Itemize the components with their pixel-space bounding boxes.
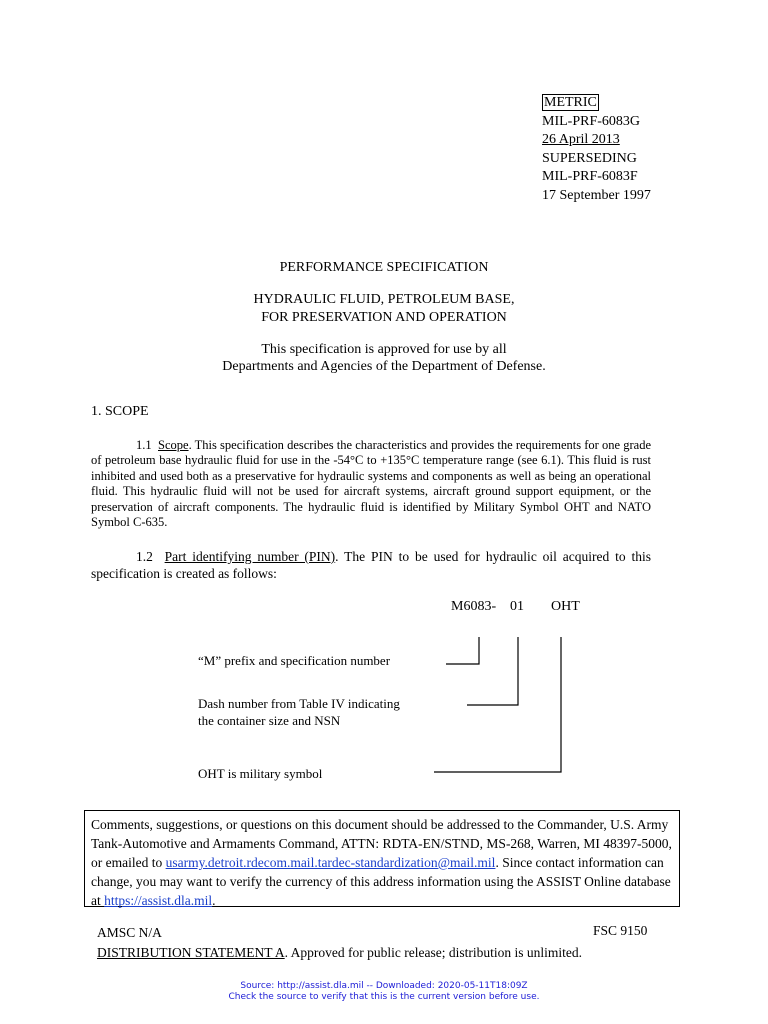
title-line-2: FOR PRESERVATION AND OPERATION [261,310,507,325]
paragraph-1-1-number: 1.1 [136,438,152,452]
comments-box [84,810,680,907]
pin-prefix: M6083- [451,599,497,614]
document-title [0,291,768,327]
footer-left [97,923,582,963]
pin-label-prefix: “M” prefix and specification number [198,653,391,668]
pin-symbol: OHT [551,599,580,614]
distribution-statement-text: . Approved for public release; distribution is unlimited. [284,945,582,960]
document-identifier-block [542,94,651,205]
distribution-statement-title: DISTRIBUTION STATEMENT A [97,945,285,960]
assist-url-link[interactable]: https://assist.dla.mil [104,893,213,908]
approval-statement [0,341,768,375]
spec-number: MIL-PRF-6083G [542,113,641,129]
paragraph-1-2-title: Part identifying number (PIN) [164,549,336,564]
paragraph-1-2-number: 1.2 [136,549,153,564]
section-heading-scope: 1. SCOPE [91,404,149,419]
approval-line-1: This specification is approved for use by all [261,342,507,357]
pin-label-dash-number [198,696,400,729]
pin-label-symbol: OHT is military symbol [198,766,323,781]
title-line-1: HYDRAULIC FLUID, PETROLEUM BASE, [253,292,515,307]
paragraph-1-1-text: . This specification describes the characteristics and provides the requirements for one grade of petroleum base hydraulic fluid for use in the -54°C to +135°C temperature range (see 6.1). This fluid is rust inhibited and used both as a preservative for hydraulic systems and components as well as being an operational fluid. This hydraulic fluid will not be used for aircraft systems, aircraft ground support equipment, or the preservation of aircraft components. The hydraulic fluid is identified by Military Symbol OHT and NATO Symbol C-635. [91,438,652,530]
spec-date: 26 April 2013 [542,132,620,147]
source-line-2: Check the source to verify that this is the current version before use. [228,992,540,1002]
approval-line-2: Departments and Agencies of the Department of Defense. [222,359,546,374]
contact-email-link[interactable]: usarmy.detroit.rdecom.mail.tardec-standardization@mail.mil [165,855,496,870]
paragraph-1-1-title: Scope [158,438,189,452]
metric-label: METRIC [544,95,597,110]
pin-label-dash-line-1: Dash number from Table IV indicating [198,696,400,711]
document-type-title: PERFORMANCE SPECIFICATION [279,260,489,275]
paragraph-1-2-text: . The PIN to be used for hydraulic oil acquired to this specification is created as follows: [91,549,651,581]
comments-text-3: . [212,893,216,908]
amsc-label: AMSC N/A [97,925,162,940]
old-spec-number: MIL-PRF-6083F [542,169,638,184]
paragraph-1-2 [91,549,651,582]
comments-text-2: . Since contact information can change, you may want to verify the currency of this address information using the ASSIST Online database at [91,855,671,908]
paragraph-1-1 [91,438,651,530]
fsc-label: FSC 9150 [593,923,648,938]
source-line-1: Source: http://assist.dla.mil -- Downloaded: 2020-05-11T18:09Z [240,981,528,991]
superseding-label: SUPERSEDING [542,150,637,166]
connector-symbol [434,637,561,772]
source-notice [0,981,768,1003]
pin-label-dash-line-2: the container size and NSN [198,712,341,728]
old-spec-date: 17 September 1997 [542,187,651,203]
connector-prefix [446,637,479,664]
connector-dash-number [467,637,518,705]
comments-text-1: Comments, suggestions, or questions on this document should be addressed to the Commander, U.S. Army Tank-Automotive and Armaments Command, ATTN: RDTA-EN/STND, MS-268, Warren, MI 48397-5000, or emailed to [91,817,672,870]
pin-dash-number: 01 [510,599,524,614]
